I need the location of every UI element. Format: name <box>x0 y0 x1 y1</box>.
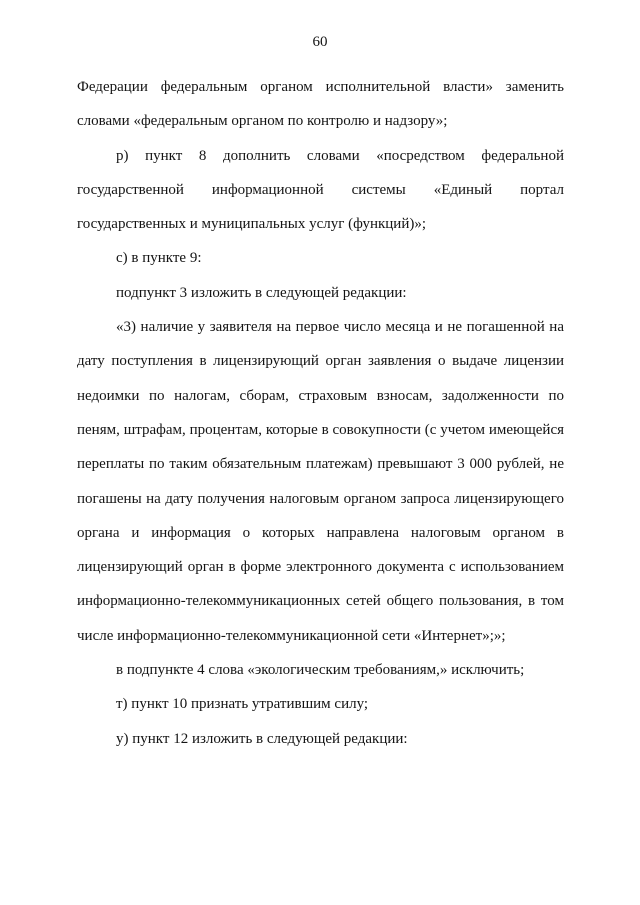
document-body <box>77 70 564 756</box>
paragraph-continuation: Федерации федеральным органом исполнительной власти» заменить словами «федеральным органом по контролю и надзору»; <box>77 79 564 130</box>
paragraph-subitem-3-intro: подпункт 3 изложить в следующей редакции: <box>116 284 407 301</box>
paragraph-subitem-4: в подпункте 4 слова «экологическим требованиям,» исключить; <box>116 662 525 679</box>
paragraph-item-s: с) в пункте 9: <box>116 250 202 267</box>
page-number: 60 <box>312 34 328 50</box>
paragraph-subitem-3-text: «3) наличие у заявителя на первое число месяца и не погашенной на дату поступления в лицензирующий орган заявления о выдаче лицензии недоимки по налогам, сборам, страховым взносам, задолженности по пеням, штрафам, процентам, которые в совокупности (с учетом имеющейся переплаты по таким обязательным платежам) превышают 3 000 рублей, не погашены на дату получения налоговым органом запроса лицензирующего органа и информация о которых направлена налоговым органом в лицензирующий орган в форме электронного документа с использованием информационно-телекоммуникационных сетей общего пользования, в том числе информационно-телекоммуникационной сети «Интернет»;»; <box>77 319 564 644</box>
paragraph-item-t: т) пункт 10 признать утратившим силу; <box>116 696 369 713</box>
paragraph-item-r: р) пункт 8 дополнить словами «посредством федеральной государственной информационной системы «Единый портал государственных и муниципальных услуг (функций)»; <box>77 147 564 233</box>
paragraph-item-u: у) пункт 12 изложить в следующей редакции: <box>116 730 408 747</box>
